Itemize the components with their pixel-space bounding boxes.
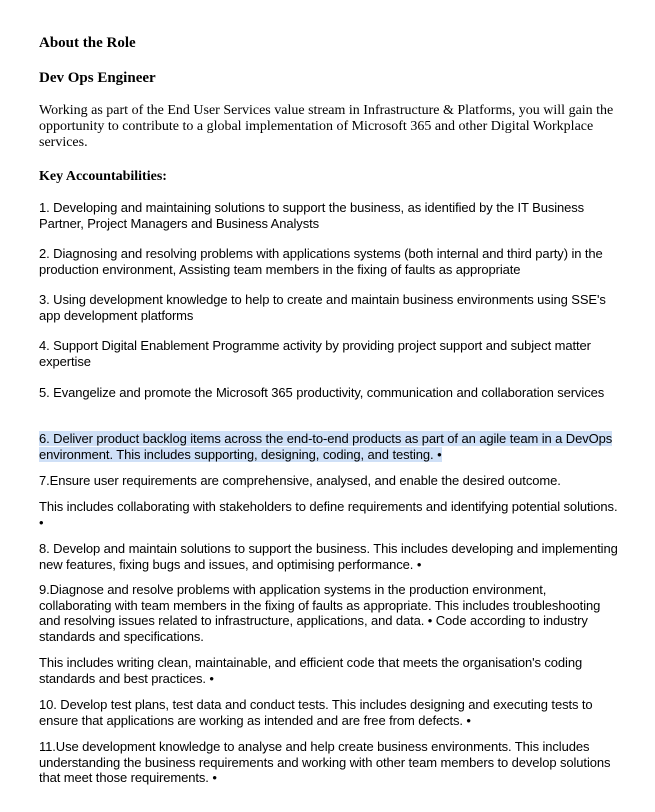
- key-accountabilities-heading: Key Accountabilities:: [39, 169, 167, 184]
- accountability-6-highlighted[interactable]: [39, 431, 619, 462]
- accountability-11: 11.Use development knowledge to analyse and help create business environments. This includes understanding the business requirements and working with other team members to develop solutions that meet those requirements. •: [39, 739, 611, 785]
- accountability-9: 9.Diagnose and resolve problems with application systems in the production environment, collaborating with team members in the fixing of faults as appropriate. This includes troubleshooting and resolving issues related to infrastructure, applications, and data. • Code according to industry standards and specifications.: [39, 582, 601, 644]
- accountability-9-detail: This includes writing clean, maintainable, and efficient code that meets the organisation's coding standards and best practices. •: [39, 655, 583, 686]
- accountability-8: 8. Develop and maintain solutions to support the business. This includes developing and implementing new features, fixing bugs and issues, and optimising performance. •: [39, 541, 618, 572]
- accountability-10: 10. Develop test plans, test data and conduct tests. This includes designing and executing tests to ensure that applications are working as intended and are free from defects. •: [39, 697, 593, 728]
- job-title-heading: Dev Ops Engineer: [39, 70, 156, 86]
- accountability-5: 5. Evangelize and promote the Microsoft 365 productivity, communication and collaboration services: [39, 385, 605, 400]
- accountability-7-detail: This includes collaborating with stakeholders to define requirements and identifying potential solutions. •: [39, 499, 618, 530]
- accountability-7: 7.Ensure user requirements are comprehensive, analysed, and enable the desired outcome.: [39, 473, 561, 488]
- intro-paragraph: Working as part of the End User Services value stream in Infrastructure & Platforms, you will gain the opportunity to contribute to a global implementation of Microsoft 365 and other Digital Workplace services.: [39, 103, 614, 150]
- accountability-4: 4. Support Digital Enablement Programme activity by providing project support and subject matter expertise: [39, 338, 591, 369]
- selected-text-highlight[interactable]: 6. Deliver product backlog items across the end-to-end products as part of an agile team in a DevOps environment. This includes supporting, designing, coding, and testing. •: [39, 431, 613, 462]
- about-heading: About the Role: [39, 35, 136, 51]
- accountability-1: 1. Developing and maintaining solutions to support the business, as identified by the IT Business Partner, Project Managers and Business Analysts: [39, 200, 585, 231]
- accountability-3: 3. Using development knowledge to help to create and maintain business environments using SSE's app development platforms: [39, 292, 606, 323]
- accountability-2: 2. Diagnosing and resolving problems with applications systems (both internal and third party) in the production environment, Assisting team members in the fixing of faults as appropriate: [39, 246, 603, 277]
